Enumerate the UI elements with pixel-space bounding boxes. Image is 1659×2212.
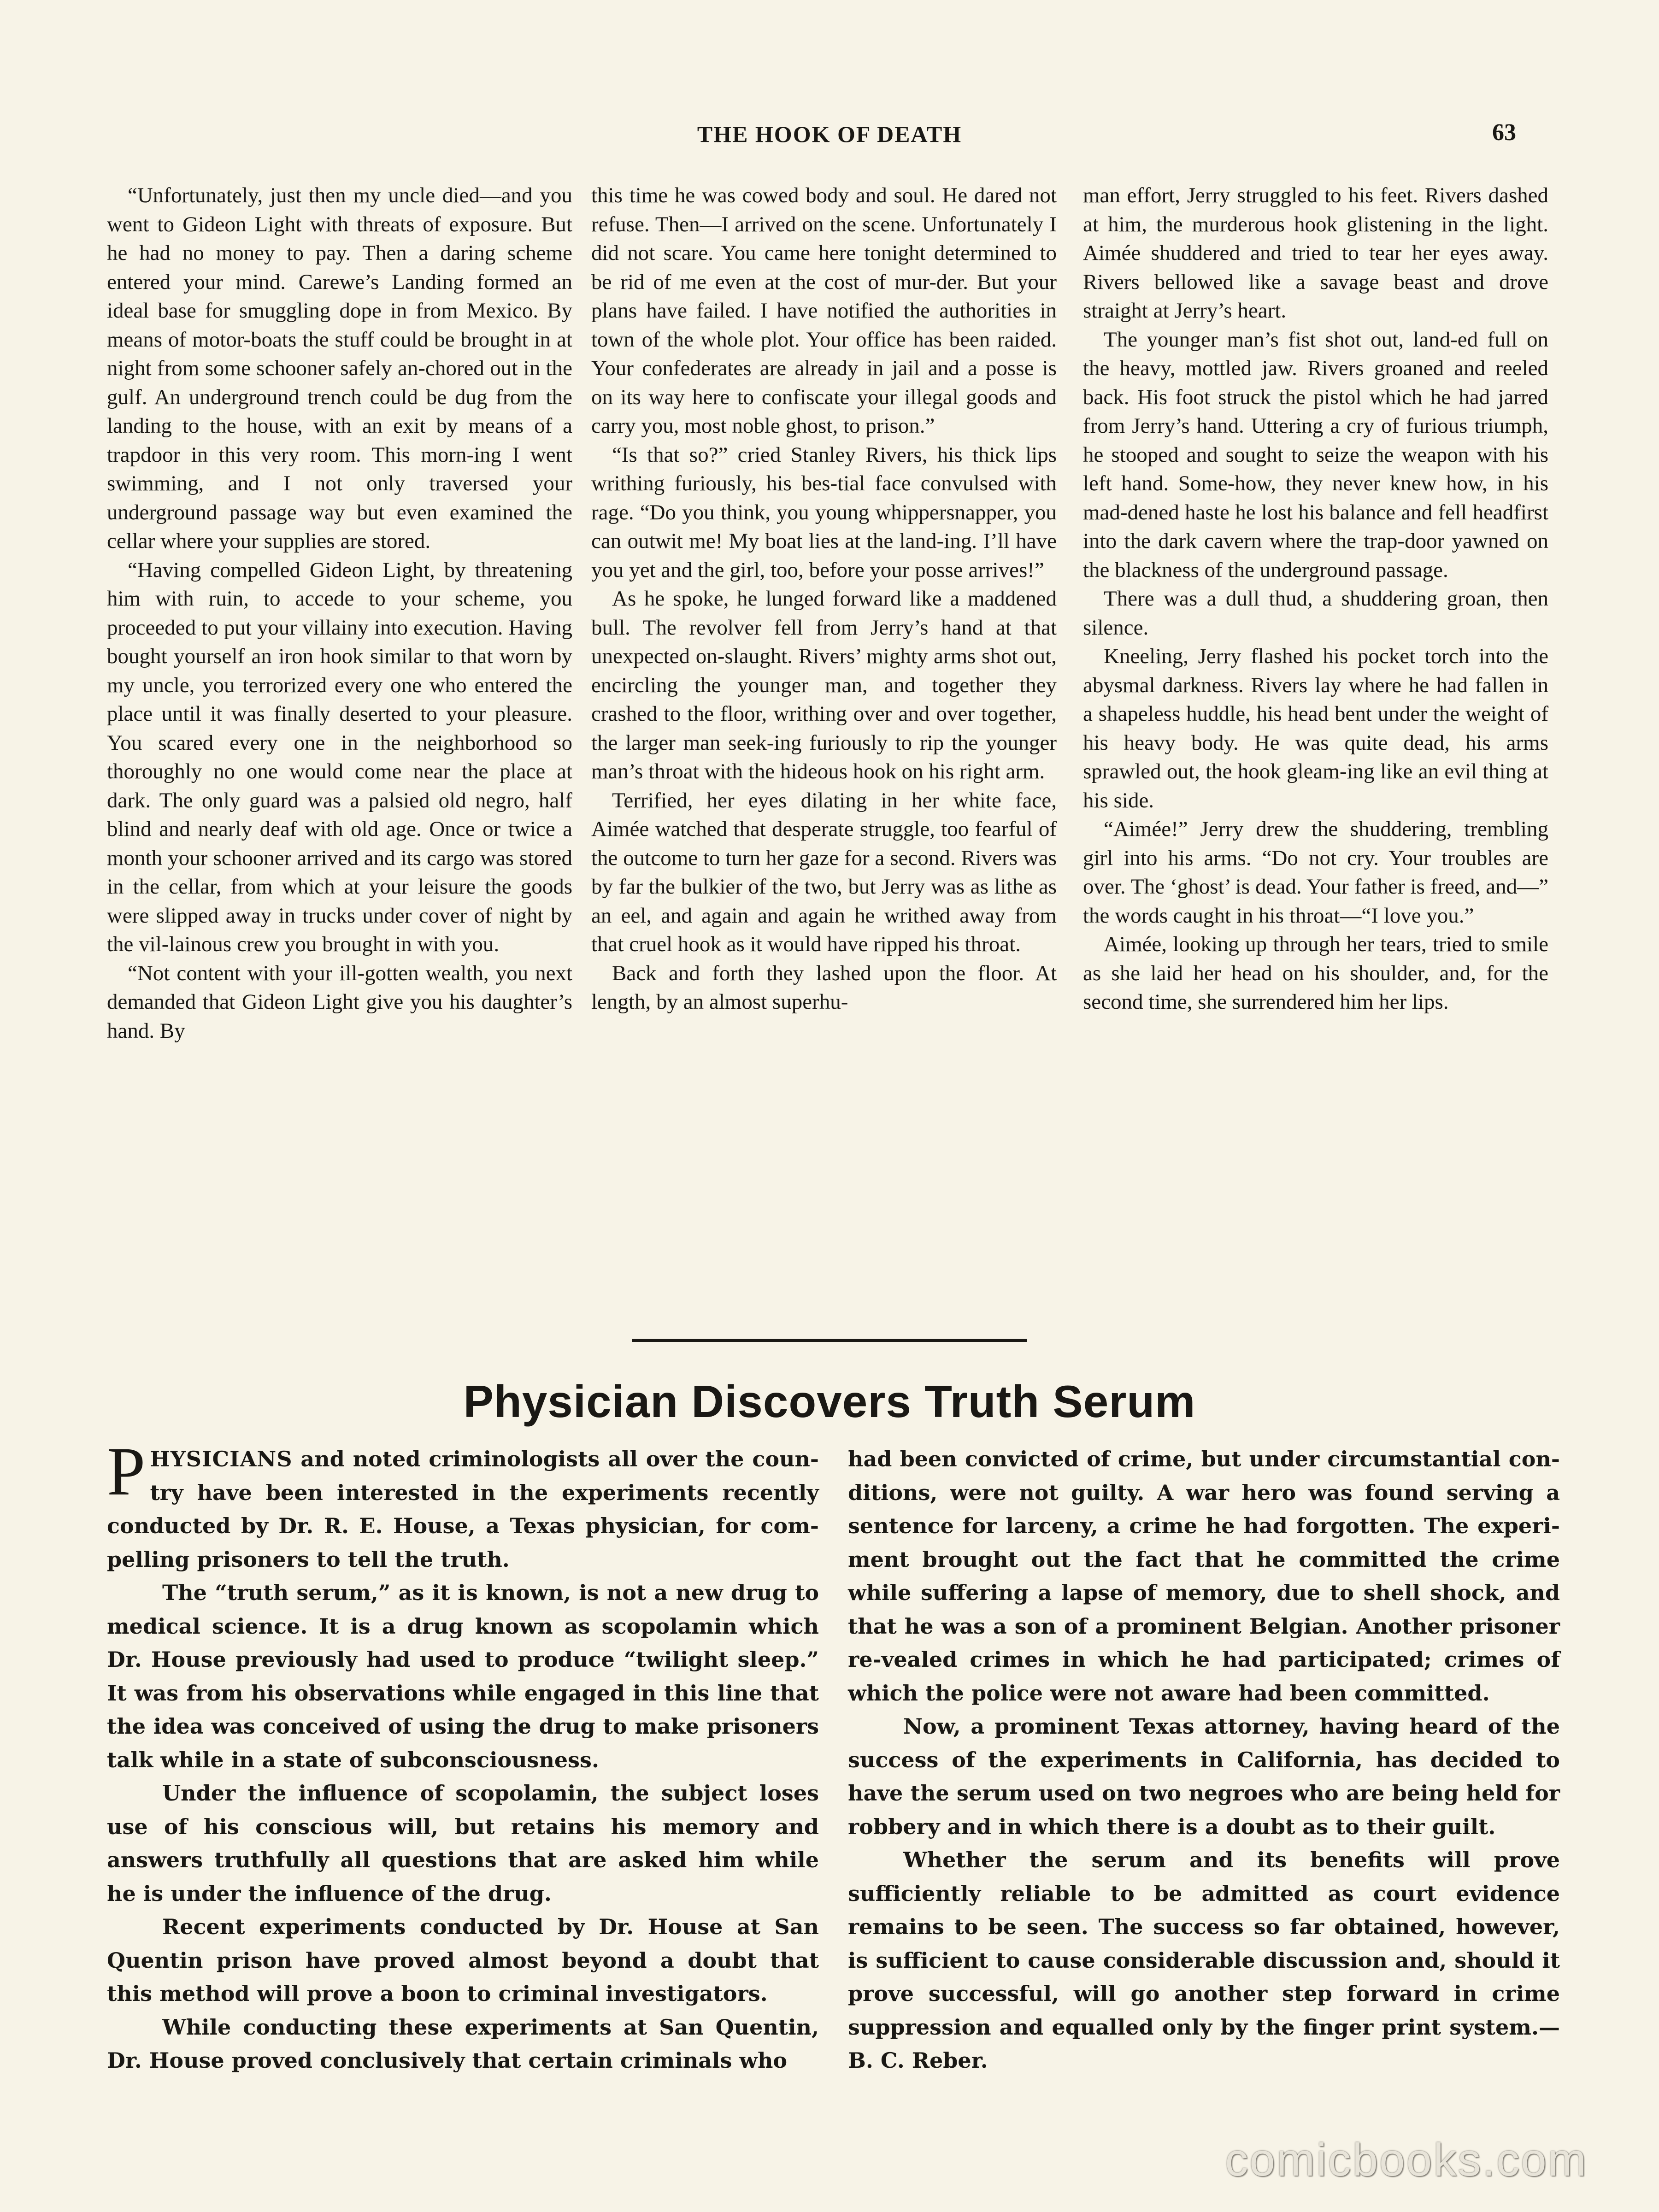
story-paragraph: this time he was cowed body and soul. He dared not refuse. Then—I arrived on the scene. Unfortunately I did not scare. You came here tonight determined to be rid of me even at the cost of mur-der. But your plans have failed. I have notified the authorities in town of the whole plot. Your office has been raided. Your confederates are already in jail and a posse is on its way here to confiscate your illegal goods and carry you, most noble ghost, to prison.” bbox=[591, 183, 1057, 438]
story-column-1 bbox=[107, 181, 572, 1045]
lead-word: HYSICIANS bbox=[150, 1447, 293, 1471]
story-paragraph: man effort, Jerry struggled to his feet. Rivers dashed at him, the murderous hook glistening in the light. Aimée shuddered and tried to tear her eyes away. Rivers bellowed like a savage beast and drove straight at Jerry’s heart. bbox=[1083, 183, 1548, 323]
first-paragraph-text: and noted criminologists all over the coun-try have been interested in the experiments recently conducted by Dr. R. E. House, a Texas physician, for com-pelling prisoners to tell the truth. bbox=[107, 1447, 819, 1572]
story-column-2 bbox=[591, 181, 1057, 1017]
running-title: THE HOOK OF DEATH bbox=[697, 121, 962, 147]
story-paragraph: “Having compelled Gideon Light, by threatening him with ruin, to accede to your scheme, you proceeded to put your villainy into execution. Having bought yourself an iron hook similar to that worn by my uncle, you terrorized every one who entered the place until it was finally deserted to your pleasure. You scared every one in the neighborhood so thoroughly no one would come near the place at dark. The only guard was a palsied old negro, half blind and nearly deaf with old age. Once or twice a month your schooner arrived and its cargo was stored in the cellar, from which at your leisure the goods were slipped away in trucks under cover of night by the vil-lainous crew you brought in with you. bbox=[107, 558, 572, 956]
page-number: 63 bbox=[1492, 119, 1516, 146]
story-paragraph: “Not content with your ill-gotten wealth, you next demanded that Gideon Light give you his daughter’s hand. By bbox=[107, 961, 572, 1043]
story-paragraph: “Unfortunately, just then my uncle died—and you went to Gideon Light with threats of exposure. But he had no money to pay. Then a daring scheme entered your mind. Carewe’s Landing formed an ideal base for smuggling dope in from Mexico. By means of motor-boats the stuff could be brought in at night from some schooner safely an-chored out in the gulf. An underground trench could be dug from the landing to the house, with an exit by means of a trapdoor in this very room. This morn-ing I went swimming, and I not only traversed your underground passage way but even examined the cellar where your supplies are stored. bbox=[107, 183, 572, 553]
story-paragraph: “Is that so?” cried Stanley Rivers, his thick lips writhing furiously, his bes-tial face convulsed with rage. “Do you think, you young whippersnapper, you can outwit me! My boat lies at the land-ing. I’ll have you yet and the girl, too, before your posse arrives!” bbox=[591, 442, 1057, 582]
story-paragraph: Back and forth they lashed upon the floor. At length, by an almost superhu- bbox=[591, 961, 1057, 1014]
article-paragraph: had been convicted of crime, but under circumstantial con-ditions, were not guilty. A war hero was found serving a sentence for larceny, a crime he had forgotten. The experi-ment brought out the fact that he committed the crime while suffering a lapse of memory, due to shell shock, and that he was a son of a prominent Belgian. Another prisoner re-vealed crimes in which he had participated; crimes of which the police were not aware had been committed. bbox=[848, 1447, 1560, 1706]
article-column-2 bbox=[848, 1442, 1560, 2077]
article-paragraph: While conducting these experiments at San Quentin, Dr. House proved conclusively that certain criminals who bbox=[107, 2014, 819, 2073]
story-paragraph: As he spoke, he lunged forward like a maddened bull. The revolver fell from Jerry’s hand at that unexpected on-slaught. Rivers’ mighty arms shot out, encircling the younger man, and together they crashed to the floor, writhing over and over together, the larger man seek-ing furiously to rip the younger man’s throat with the hideous hook on his right arm. bbox=[591, 587, 1057, 783]
article-paragraph: Under the influence of scopolamin, the subject loses use of his conscious will, but retains his memory and answers truthfully all questions that are asked him while he is under the influence of the drug. bbox=[107, 1781, 819, 1906]
story-paragraph: “Aimée!” Jerry drew the shuddering, trembling girl into his arms. “Do not cry. Your troubles are over. The ‘ghost’ is dead. Your father is freed, and—” the words caught in his throat—“I love you.” bbox=[1083, 817, 1548, 928]
article-paragraph: Whether the serum and its benefits will prove sufficiently reliable to be admitted as court evidence remains to be seen. The success so far obtained, however, is sufficient to cause considerable discussion and, should it prove successful, will go another step forward in crime suppression and equalled only by the finger print system.—B. C. Reber. bbox=[848, 1847, 1560, 2073]
story-paragraph: Kneeling, Jerry flashed his pocket torch into the abysmal darkness. Rivers lay where he had fallen in a shapeless huddle, his head bent under the weight of his heavy body. He was quite dead, his arms sprawled out, the hook gleam-ing like an evil thing at his side. bbox=[1083, 644, 1548, 812]
drop-cap: P bbox=[107, 1433, 146, 1510]
story-paragraph: There was a dull thud, a shuddering groan, then silence. bbox=[1083, 587, 1548, 640]
article-paragraph: Now, a prominent Texas attorney, having heard of the success of the experiments in California, has decided to have the serum used on two negroes who are being held for robbery and in which there is a doubt as to their guilt. bbox=[848, 1714, 1560, 1839]
story-paragraph: The younger man’s fist shot out, land-ed full on the heavy, mottled jaw. Rivers groaned and reeled back. His foot struck the pistol which he had jarred from Jerry’s hand. Uttering a cry of furious triumph, he stooped and sought to seize the weapon with his left hand. Some-how, they never knew how, in his mad-dened haste he lost his balance and fell headfirst into the dark cavern where the trap-door yawned on the blackness of the underground passage. bbox=[1083, 327, 1548, 582]
story-paragraph: Aimée, looking up through her tears, tried to smile as she laid her head on his shoulder, and, for the second time, she surrendered him her lips. bbox=[1083, 932, 1548, 1014]
article-column-1 bbox=[107, 1433, 819, 2077]
article-paragraph: Recent experiments conducted by Dr. House at San Quentin prison have proved almost beyond a doubt that this method will prove a boon to criminal investigators. bbox=[107, 1914, 819, 2006]
story-paragraph: Terrified, her eyes dilating in her white face, Aimée watched that desperate struggle, too fearful of the outcome to turn her gaze for a second. Rivers was by far the bulkier of the two, but Jerry was as lithe as an eel, and again and again he writhed away from that cruel hook as it would have ripped his throat. bbox=[591, 788, 1057, 956]
story-column-3 bbox=[1083, 181, 1548, 1017]
article-first-paragraph bbox=[107, 1433, 819, 1576]
site-watermark: comicbooks.com bbox=[1225, 2134, 1588, 2186]
section-divider-rule bbox=[632, 1339, 1027, 1342]
article-paragraph: The “truth serum,” as it is known, is not a new drug to medical science. It is a drug known as scopolamin which Dr. House previously had used to produce “twilight sleep.” It was from his observations while engaged in this line that the idea was conceived of using the drug to make prisoners talk while in a state of subconsciousness. bbox=[107, 1580, 819, 1772]
article-title: Physician Discovers Truth Serum bbox=[463, 1376, 1196, 1427]
